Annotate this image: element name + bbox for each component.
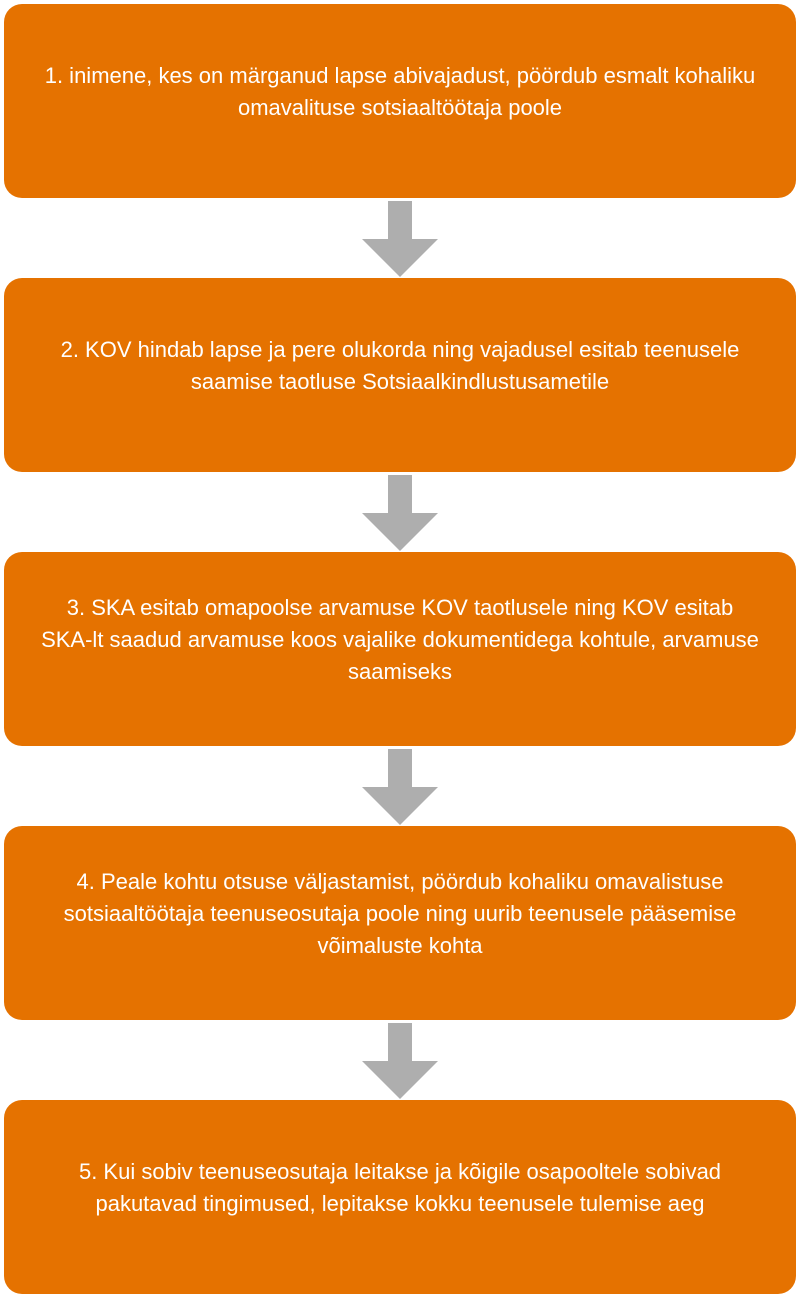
down-arrow-icon (362, 201, 438, 277)
step-text-4: 4. Peale kohtu otsuse väljastamist, pöördub kohaliku omavalistuse sotsiaaltöötaja teenuseosutaja poole ning uurib teenusele pääsemise võimaluste kohta (63, 869, 737, 958)
down-arrow-icon (362, 749, 438, 825)
step-box-2 (4, 278, 796, 472)
step-text-1: 1. inimene, kes on märganud lapse abivajadust, pöördub esmalt kohaliku omavalituse sotsiaaltöötaja poole (44, 63, 756, 120)
step-box-3 (4, 552, 796, 746)
step-text-2: 2. KOV hindab lapse ja pere olukorda ning vajadusel esitab teenusele saamise taotluse Sotsiaalkindlustusametile (60, 337, 740, 394)
step-box-4 (4, 826, 796, 1020)
step-box-5 (4, 1100, 796, 1294)
step-text-3: 3. SKA esitab omapoolse arvamuse KOV taotlusele ning KOV esitab SKA-lt saadud arvamuse koos vajalike dokumentidega kohtule, arvamuse saamiseks (41, 595, 759, 684)
down-arrow-icon (362, 475, 438, 551)
step-text-5: 5. Kui sobiv teenuseosutaja leitakse ja kõigile osapooltele sobivad pakutavad tingimused, lepitakse kokku teenusele tulemise aeg (78, 1159, 722, 1216)
step-box-1 (4, 4, 796, 198)
down-arrow-icon (362, 1023, 438, 1099)
